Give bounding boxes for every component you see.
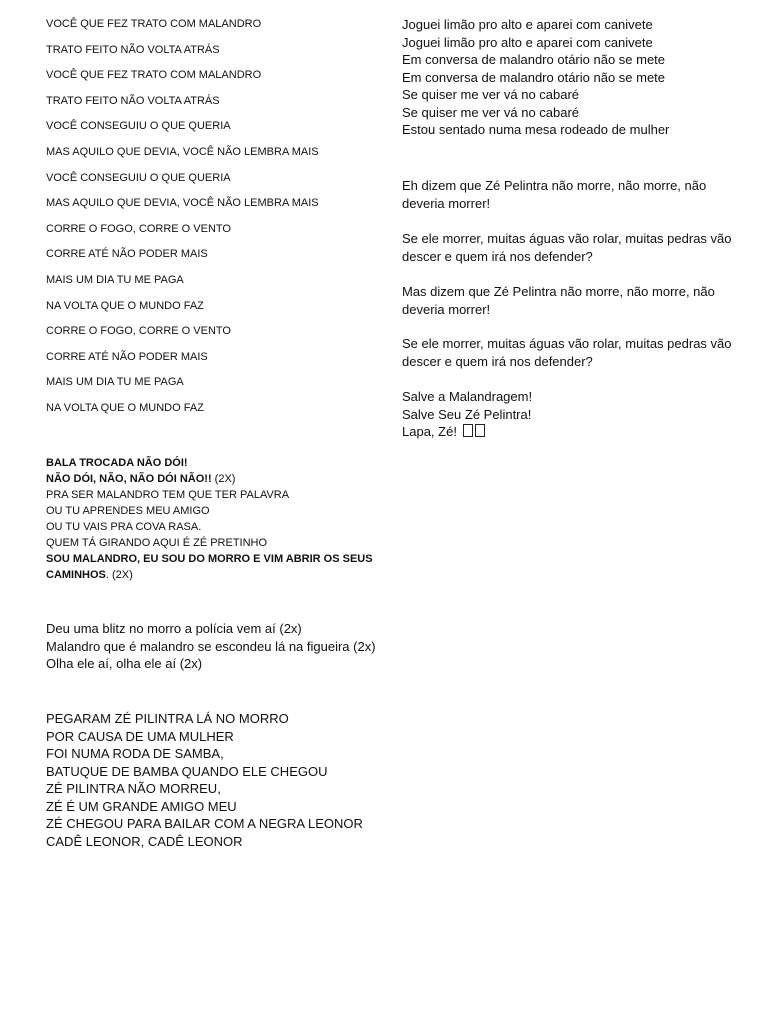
- missing-glyph-icon: [475, 424, 485, 437]
- joguei-block: [402, 16, 752, 139]
- lyric-line: PRA SER MALANDRO TEM QUE TER PALAVRA: [46, 489, 290, 501]
- lyric-line: CORRE O FOGO, CORRE O VENTO: [46, 222, 231, 235]
- missing-glyph-icon: [463, 424, 473, 437]
- lyric-repeat: (2X): [211, 473, 236, 485]
- lyric-line: [46, 551, 386, 583]
- lyric-line: Joguei limão pro alto e aparei com canivete: [402, 17, 653, 32]
- salve-block: [402, 388, 752, 441]
- lyric-line: NA VOLTA QUE O MUNDO FAZ: [46, 299, 204, 312]
- lyric-line: VOCÊ CONSEGUIU O QUE QUERIA: [46, 120, 231, 133]
- pegaram-block: [46, 710, 363, 850]
- lyric-line: Olha ele aí, olha ele aí (2x): [46, 656, 203, 671]
- lyric-line: Em conversa de malandro otário não se mete: [402, 52, 666, 67]
- paragraph: Eh dizem que Zé Pelintra não morre, não morre, não deveria morrer!: [402, 178, 707, 211]
- lyric-line: Estou sentado numa mesa rodeado de mulher: [402, 122, 670, 137]
- lyric-line: FOI NUMA RODA DE SAMBA,: [46, 746, 224, 761]
- lyric-line: OU TU VAIS PRA COVA RASA.: [46, 521, 202, 533]
- bala-trocada-block: [46, 455, 386, 583]
- lyric-text: Lapa, Zé!: [402, 424, 457, 439]
- lyric-line: CADÊ LEONOR, CADÊ LEONOR: [46, 833, 243, 849]
- lyric-bold: NÃO DÓI, NÃO, NÃO DÓI NÃO!!: [46, 473, 212, 485]
- lyric-line: ZÉ CHEGOU PARA BAILAR COM A NEGRA LEONOR: [46, 816, 363, 831]
- lyric-line: BALA TROCADA NÃO DÓI!: [46, 457, 188, 469]
- lyric-line: TRATO FEITO NÃO VOLTA ATRÁS: [46, 43, 220, 56]
- lyric-line: MAIS UM DIA TU ME PAGA: [46, 274, 184, 286]
- lyric-line: Deu uma blitz no morro a polícia vem aí (2x): [46, 621, 302, 636]
- lyric-line: Em conversa de malandro otário não se mete: [402, 69, 666, 85]
- lyric-line: MAS AQUILO QUE DEVIA, VOCÊ NÃO LEMBRA MAIS: [46, 197, 319, 210]
- lyric-line: CORRE ATÉ NÃO PODER MAIS: [46, 350, 208, 363]
- lyric-line: OU TU APRENDES MEU AMIGO: [46, 505, 210, 517]
- lyric-line: ZÉ É UM GRANDE AMIGO MEU: [46, 798, 237, 814]
- lyric-line: NA VOLTA QUE O MUNDO FAZ: [46, 402, 204, 414]
- paragraph: Se ele morrer, muitas águas vão rolar, muitas pedras vão descer e quem irá nos defender?: [402, 231, 732, 264]
- lyric-line: MAIS UM DIA TU ME PAGA: [46, 376, 184, 389]
- lyric-line: POR CAUSA DE UMA MULHER: [46, 728, 234, 744]
- lyric-line: VOCÊ CONSEGUIU O QUE QUERIA: [46, 171, 231, 184]
- paragraph: Se ele morrer, muitas águas vão rolar, muitas pedras vão descer e quem irá nos defender?: [402, 336, 732, 369]
- lyric-line: CORRE ATÉ NÃO PODER MAIS: [46, 248, 208, 261]
- lyric-line: [46, 471, 386, 487]
- lyric-bold: SOU MALANDRO, EU SOU DO MORRO E VIM ABRIR OS SEUS CAMINHOS: [46, 553, 373, 581]
- lyric-line: Salve a Malandragem!: [402, 389, 533, 404]
- lyric-line: BATUQUE DE BAMBA QUANDO ELE CHEGOU: [46, 763, 328, 779]
- lyric-line: Malandro que é malandro se escondeu lá na figueira (2x): [46, 638, 376, 654]
- lyric-line: Se quiser me ver vá no cabaré: [402, 104, 580, 120]
- lyric-line: Joguei limão pro alto e aparei com canivete: [402, 34, 653, 50]
- lyric-line: QUEM TÁ GIRANDO AQUI É ZÉ PRETINHO: [46, 537, 268, 549]
- lapa-line: [402, 423, 752, 441]
- lyric-line: PEGARAM ZÉ PILINTRA LÁ NO MORRO: [46, 711, 289, 726]
- lyric-line: VOCÊ QUE FEZ TRATO COM MALANDRO: [46, 69, 262, 82]
- lyric-line: MAS AQUILO QUE DEVIA, VOCÊ NÃO LEMBRA MAIS: [46, 146, 319, 158]
- lyric-repeat: . (2X): [105, 569, 133, 581]
- lyric-line: Salve Seu Zé Pelintra!: [402, 406, 532, 422]
- lyric-line: CORRE O FOGO, CORRE O VENTO: [46, 325, 231, 338]
- lyric-line: TRATO FEITO NÃO VOLTA ATRÁS: [46, 94, 220, 107]
- paragraph: Mas dizem que Zé Pelintra não morre, não morre, não deveria morrer!: [402, 284, 715, 317]
- lyric-line: ZÉ PILINTRA NÃO MORREU,: [46, 781, 221, 796]
- lyric-line: VOCÊ QUE FEZ TRATO COM MALANDRO: [46, 18, 262, 30]
- blitz-block: [46, 620, 376, 673]
- lyric-line: Se quiser me ver vá no cabaré: [402, 87, 580, 102]
